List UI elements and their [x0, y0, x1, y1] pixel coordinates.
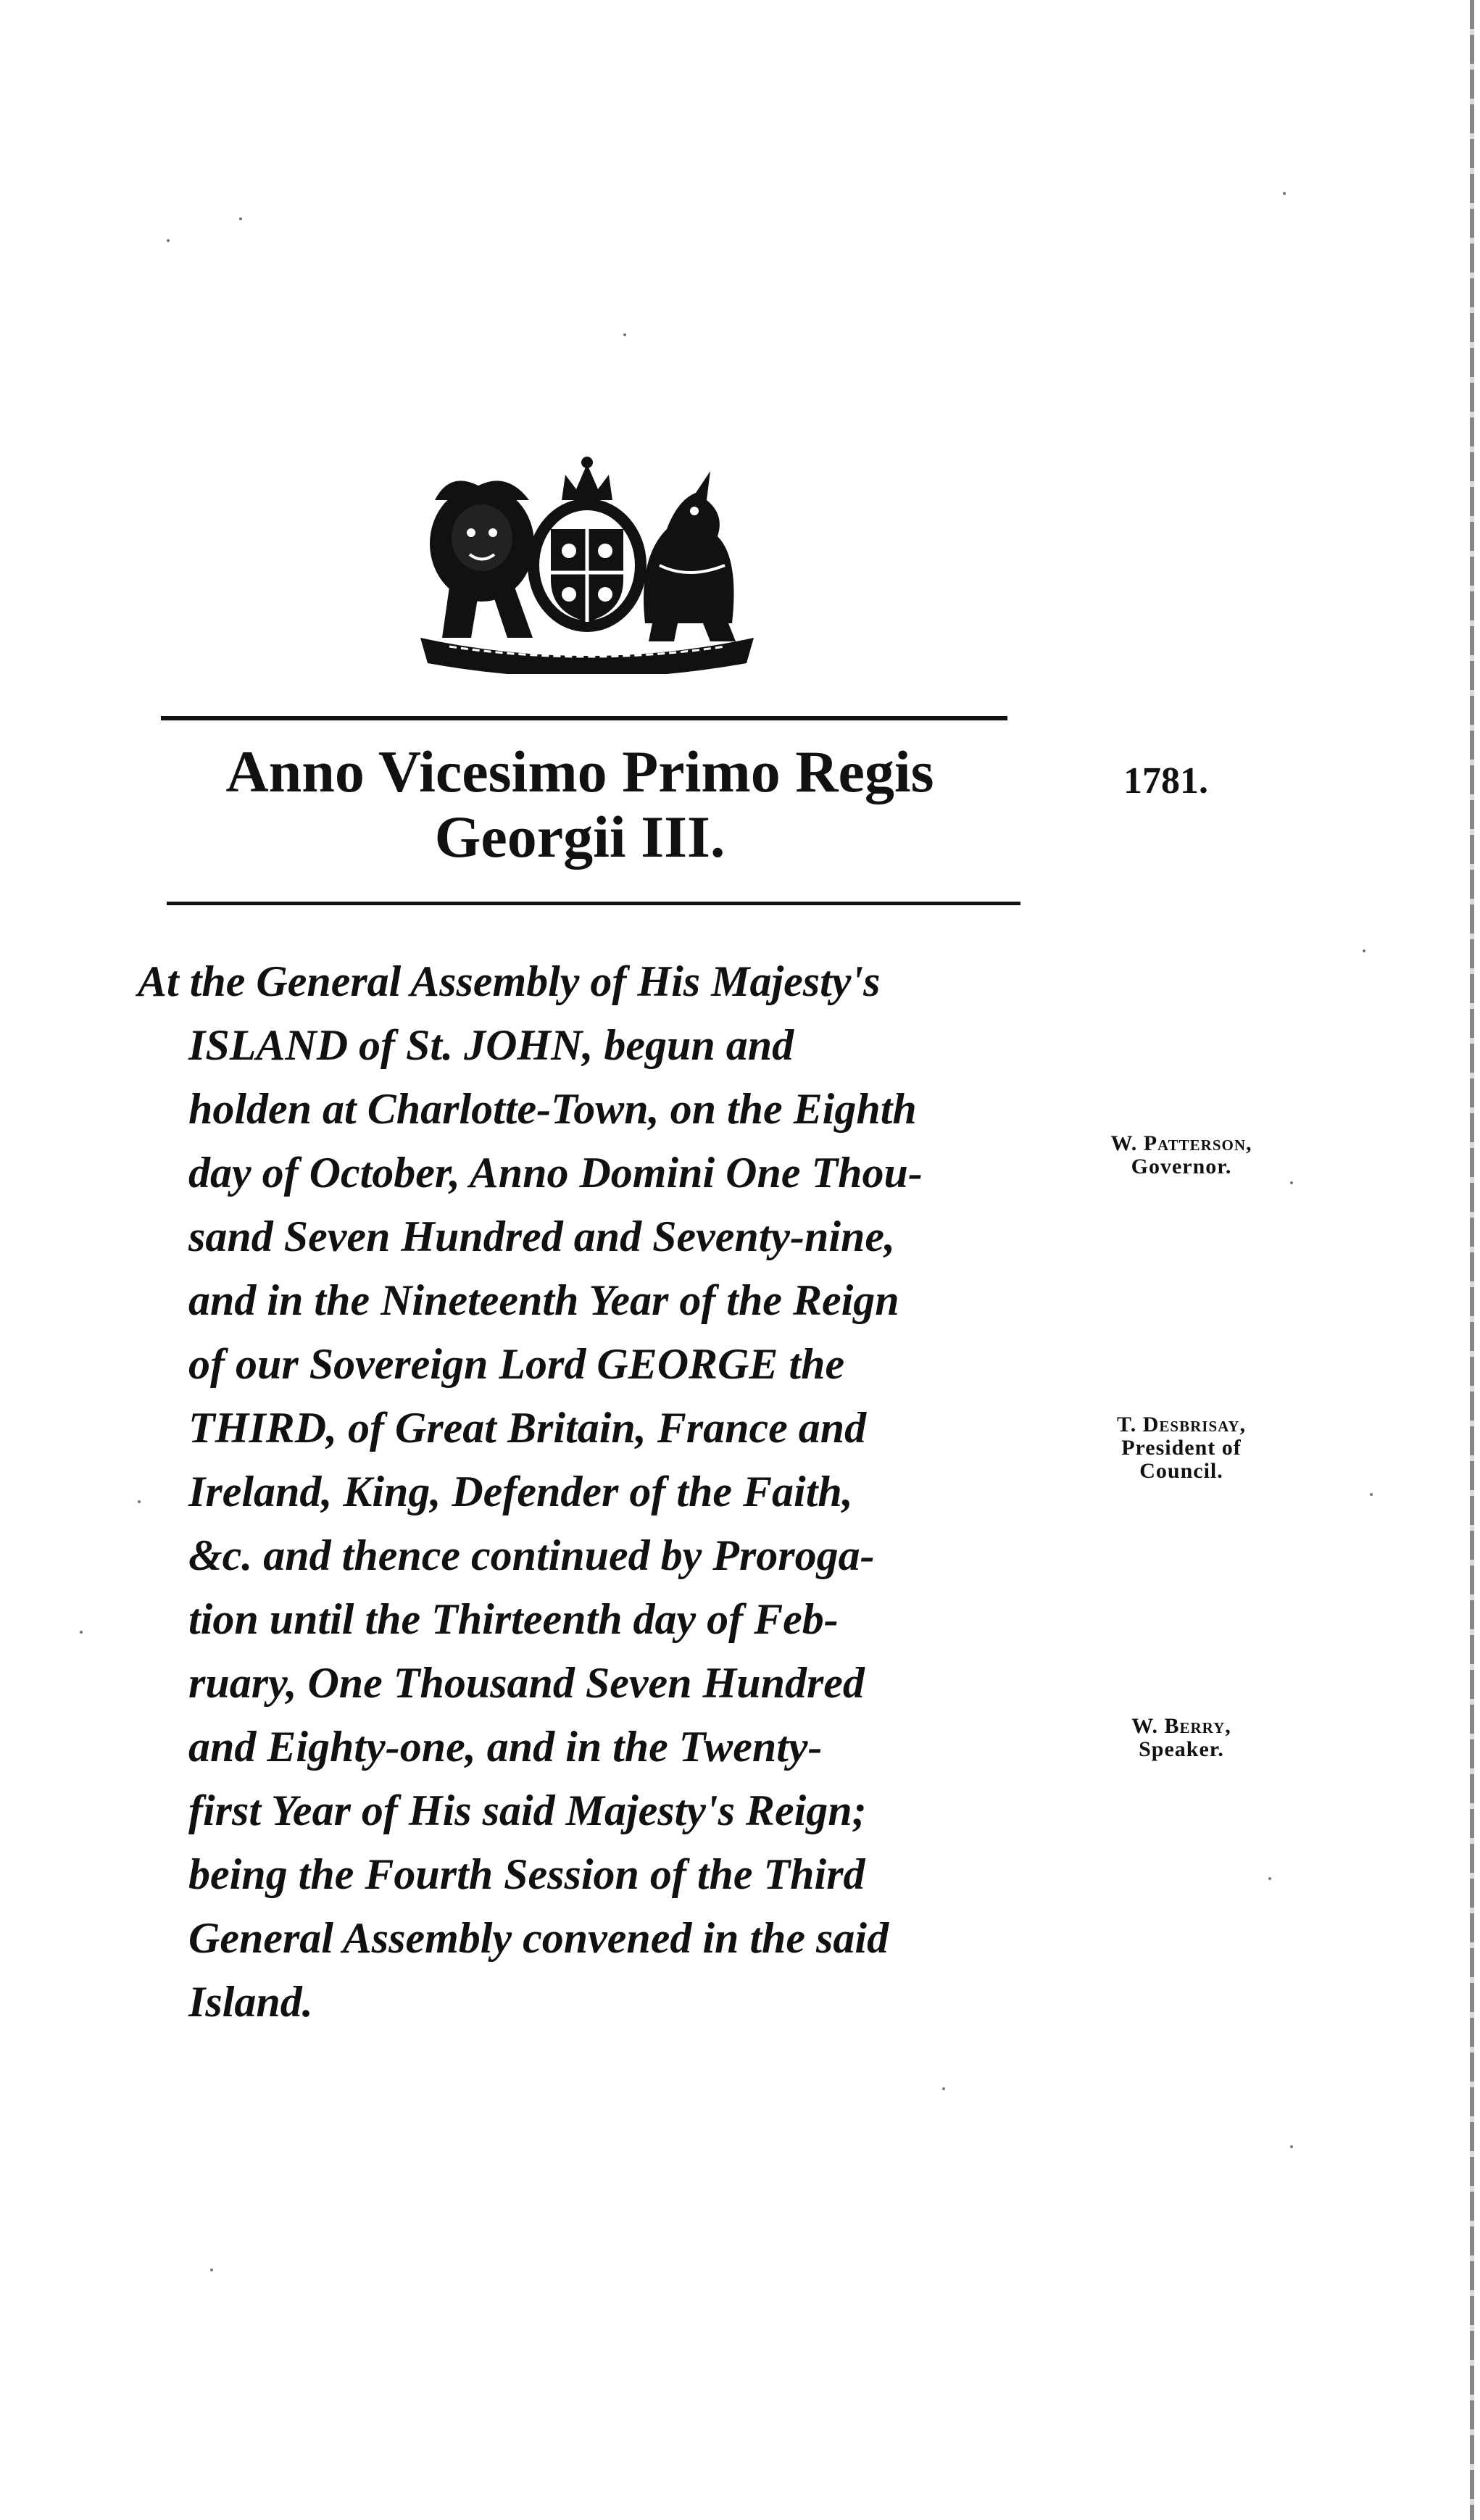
preamble-line: and in the Nineteenth Year of the Reign [188, 1276, 899, 1324]
preamble-line: ruary, One Thousand Seven Hundred [188, 1659, 865, 1707]
preamble-line: first Year of His said Majesty's Reign; [188, 1787, 867, 1834]
margin-note-role: Speaker. [1139, 1737, 1224, 1761]
preamble-line: General Assembly convened in the said [188, 1914, 889, 1962]
margin-note-role: President of Council. [1121, 1436, 1242, 1483]
print-speck [1370, 1493, 1373, 1496]
preamble-line: being the Fourth Session of the Third [188, 1850, 865, 1898]
print-speck [1283, 192, 1286, 195]
print-speck [210, 2269, 213, 2271]
title-line-1: Anno Vicesimo Primo Regis [225, 739, 934, 804]
preamble-line: tion until the Thirteenth day of Feb- [188, 1595, 839, 1643]
year-label: 1781. [1123, 760, 1208, 802]
royal-coat-of-arms-icon [406, 457, 768, 674]
page-edge-shadow [1470, 0, 1474, 2520]
preamble-line: Island. [188, 1978, 313, 2026]
print-speck [80, 1631, 83, 1634]
header-top-rule [161, 716, 1007, 720]
header-bottom-rule [167, 902, 1020, 905]
print-speck [1290, 1181, 1293, 1184]
print-speck [1363, 949, 1365, 952]
print-speck [1268, 1877, 1271, 1880]
margin-note-president [1051, 1413, 1312, 1483]
preamble-line: THIRD, of Great Britain, France and [188, 1404, 867, 1452]
margin-note-speaker [1051, 1715, 1312, 1761]
print-speck [623, 333, 626, 336]
print-speck [239, 217, 242, 220]
title-line-2: Georgii III. [434, 804, 726, 870]
margin-note-name: W. Berry, [1131, 1714, 1231, 1738]
preamble-line: ISLAND of St. JOHN, begun and [188, 1021, 794, 1069]
margin-note-governor [1051, 1132, 1312, 1178]
preamble-line: and Eighty-one, and in the Twenty- [188, 1723, 823, 1771]
preamble-line: of our Sovereign Lord GEORGE the [188, 1340, 845, 1388]
preamble-line: Ireland, King, Defender of the Faith, [188, 1468, 853, 1515]
preamble-line: holden at Charlotte-Town, on the Eighth [188, 1085, 917, 1133]
preamble-line: At the General Assembly of His Majesty's [138, 957, 881, 1005]
print-speck [1290, 2145, 1293, 2148]
print-speck [942, 2087, 945, 2090]
margin-note-role: Governor. [1131, 1155, 1232, 1178]
print-speck [167, 239, 170, 242]
margin-note-name: W. Patterson, [1110, 1131, 1252, 1155]
assembly-preamble [138, 949, 1051, 2034]
page-title [123, 739, 1036, 870]
preamble-line: sand Seven Hundred and Seventy-nine, [188, 1213, 896, 1260]
preamble-line: day of October, Anno Domini One Thou- [188, 1149, 923, 1197]
preamble-line: &c. and thence continued by Proroga- [188, 1531, 875, 1579]
margin-note-name: T. Desbrisay, [1116, 1413, 1247, 1436]
